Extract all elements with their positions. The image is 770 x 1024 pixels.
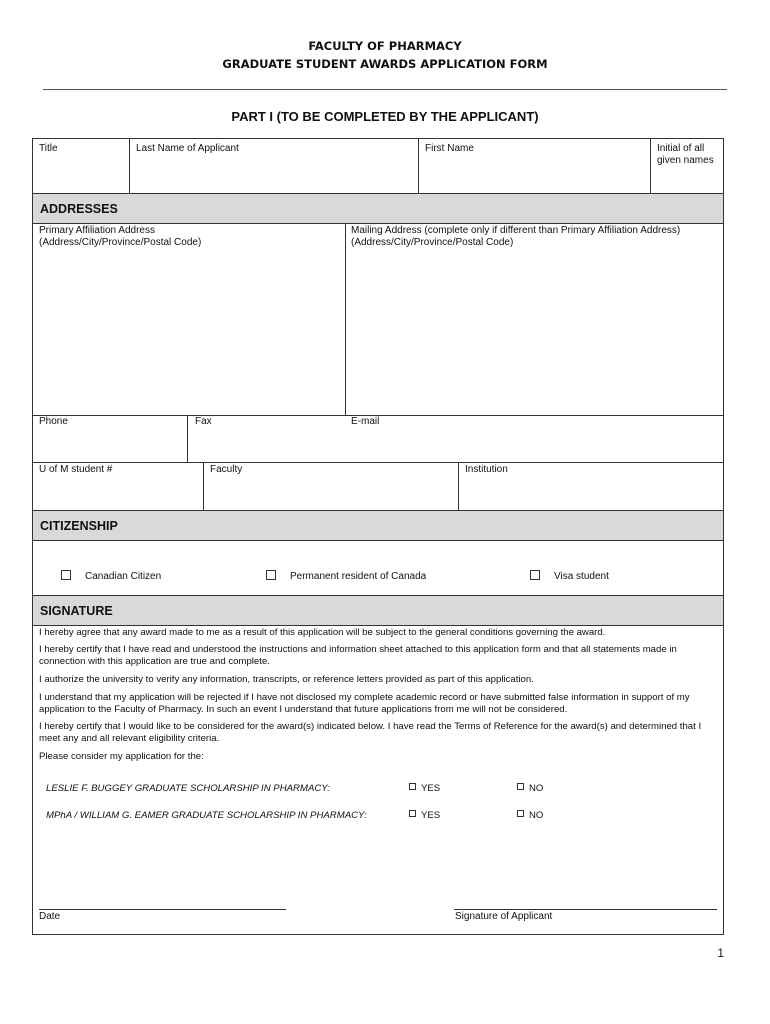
email-label: E-mail (351, 416, 380, 427)
form-faculty-title: FACULTY OF PHARMACY (308, 39, 462, 53)
primary-address-label: Primary Affiliation Address (39, 225, 155, 236)
fax-label: Fax (195, 416, 212, 427)
checkbox-icon[interactable] (530, 570, 540, 580)
initials-label-line2: given names (657, 155, 714, 166)
mailing-address-label: Mailing Address (complete only if different than Primary Affiliation Address) (351, 225, 681, 236)
checkbox-icon[interactable] (61, 570, 71, 580)
signature-heading: SIGNATURE (40, 604, 113, 618)
divider (203, 462, 204, 510)
primary-address-format: (Address/City/Province/Postal Code) (39, 237, 202, 248)
header-divider (43, 89, 727, 90)
divider (187, 415, 188, 462)
page-number: 1 (717, 946, 724, 960)
form-title: GRADUATE STUDENT AWARDS APPLICATION FORM (222, 57, 548, 71)
buggey-no-option[interactable] (517, 783, 543, 794)
faculty-label: Faculty (210, 464, 243, 475)
signature-label: Signature of Applicant (455, 911, 553, 922)
citizenship-heading: CITIZENSHIP (40, 519, 118, 533)
signature-section-header (33, 595, 723, 626)
yes-label: YES (421, 783, 441, 794)
eamer-yes-option[interactable] (409, 810, 440, 821)
agreement-paragraph-5: I hereby certify that I would like to be considered for the award(s) indicated below. I have read the Terms of Reference for the award(s) and determined that I meet any and all relevant eligibility criteria. (39, 721, 702, 744)
signature-line[interactable] (454, 909, 717, 910)
eamer-no-option[interactable] (517, 810, 543, 821)
eamer-scholarship-label: MPhA / WILLIAM G. EAMER GRADUATE SCHOLARSHIP IN PHARMACY: (46, 810, 367, 821)
buggey-yes-option[interactable] (409, 783, 440, 794)
divider (650, 139, 651, 193)
buggey-scholarship-label: LESLIE F. BUGGEY GRADUATE SCHOLARSHIP IN PHARMACY: (46, 783, 330, 794)
yes-label: YES (421, 810, 441, 821)
divider (458, 462, 459, 510)
initials-label-line1: Initial of all (657, 143, 705, 154)
date-line[interactable] (39, 909, 286, 910)
no-label: NO (529, 810, 544, 821)
mailing-address-format: (Address/City/Province/Postal Code) (351, 237, 514, 248)
student-number-label: U of M student # (39, 464, 113, 475)
divider (33, 462, 723, 463)
part-title: PART I (TO BE COMPLETED BY THE APPLICANT) (231, 109, 539, 124)
agreement-paragraph-3: I authorize the university to verify any information, transcripts, or reference letters provided as part of this application. (39, 674, 534, 685)
divider (345, 223, 346, 415)
checkbox-icon[interactable] (517, 783, 524, 790)
visa-student-option[interactable] (530, 570, 609, 583)
date-label: Date (39, 911, 61, 922)
last-name-label: Last Name of Applicant (136, 143, 239, 154)
first-name-label: First Name (425, 143, 474, 154)
consider-application-text: Please consider my application for the: (39, 751, 204, 762)
agreement-paragraph-1: I hereby agree that any award made to me as a result of this application will be subject to the general conditions governing the award. (39, 627, 606, 638)
visa-student-label: Visa student (554, 571, 609, 582)
checkbox-icon[interactable] (517, 810, 524, 817)
addresses-section-header (33, 193, 723, 224)
phone-label: Phone (39, 416, 68, 427)
divider (129, 139, 130, 193)
checkbox-icon[interactable] (266, 570, 276, 580)
divider (418, 139, 419, 193)
title-label: Title (39, 143, 58, 154)
application-form (32, 138, 724, 935)
canadian-citizen-label: Canadian Citizen (85, 571, 162, 582)
checkbox-icon[interactable] (409, 810, 416, 817)
addresses-heading: ADDRESSES (40, 202, 118, 216)
canadian-citizen-option[interactable] (61, 570, 161, 583)
agreement-paragraph-2: I hereby certify that I have read and understood the instructions and information sheet attached to this application form and that all statements made in connection with this application are true and complete. (39, 644, 677, 667)
permanent-resident-option[interactable] (266, 570, 426, 583)
permanent-resident-label: Permanent resident of Canada (290, 571, 427, 582)
citizenship-section-header (33, 510, 723, 541)
agreement-paragraph-4: I understand that my application will be rejected if I have not disclosed my complete academic record or have submitted false information in support of my application to the Faculty of Pharmacy. In such an event I understand that future applications from me will not be considered. (39, 692, 690, 715)
checkbox-icon[interactable] (409, 783, 416, 790)
institution-label: Institution (465, 464, 508, 475)
no-label: NO (529, 783, 544, 794)
